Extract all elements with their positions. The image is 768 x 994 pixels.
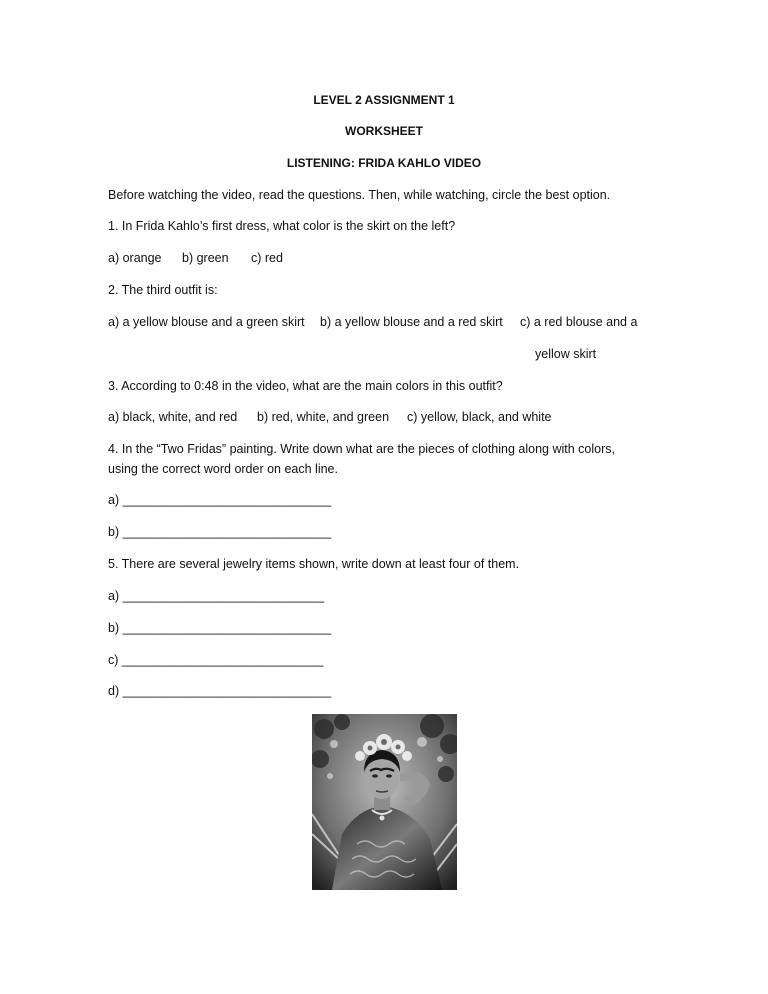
q5-blank-d[interactable]: d) ______________________________: [108, 684, 332, 698]
portrait-photo-icon: [312, 714, 457, 890]
frida-portrait-photo: [312, 714, 457, 890]
worksheet-heading: WORKSHEET: [345, 124, 423, 138]
q2-option-b: b) a yellow blouse and a red skirt: [320, 315, 503, 329]
q1-option-a: a) orange: [108, 251, 162, 265]
q1-option-c: c) red: [251, 251, 283, 265]
question-2: 2. The third outfit is:: [108, 283, 218, 297]
q3-option-c: c) yellow, black, and white: [407, 410, 552, 424]
q2-option-c-continued: yellow skirt: [535, 347, 597, 361]
q5-blank-b[interactable]: b) ______________________________: [108, 621, 332, 635]
listening-topic: LISTENING: FRIDA KAHLO VIDEO: [286, 156, 482, 170]
instructions: Before watching the video, read the questions. Then, while watching, circle the best option.: [108, 188, 611, 202]
q2-option-a: a) a yellow blouse and a green skirt: [108, 315, 305, 329]
q5-blank-c[interactable]: c) _____________________________: [108, 653, 324, 667]
q2-option-c: c) a red blouse and a: [520, 315, 638, 329]
assignment-title: LEVEL 2 ASSIGNMENT 1: [313, 93, 455, 107]
question-4-line-2: using the correct word order on each line.: [108, 462, 338, 476]
question-4-line-1: 4. In the “Two Fridas” painting. Write down what are the pieces of clothing along with colors,: [108, 442, 615, 456]
question-1: 1. In Frida Kahlo’s first dress, what color is the skirt on the left?: [108, 219, 456, 233]
q4-blank-b[interactable]: b) ______________________________: [108, 525, 332, 539]
q1-option-b: b) green: [182, 251, 229, 265]
q3-option-a: a) black, white, and red: [108, 410, 238, 424]
q5-blank-a[interactable]: a) _____________________________: [108, 589, 325, 603]
question-5: 5. There are several jewelry items shown, write down at least four of them.: [108, 557, 520, 571]
q3-option-b: b) red, white, and green: [257, 410, 390, 424]
q4-blank-a[interactable]: a) ______________________________: [108, 493, 332, 507]
question-3: 3. According to 0:48 in the video, what are the main colors in this outfit?: [108, 379, 503, 393]
